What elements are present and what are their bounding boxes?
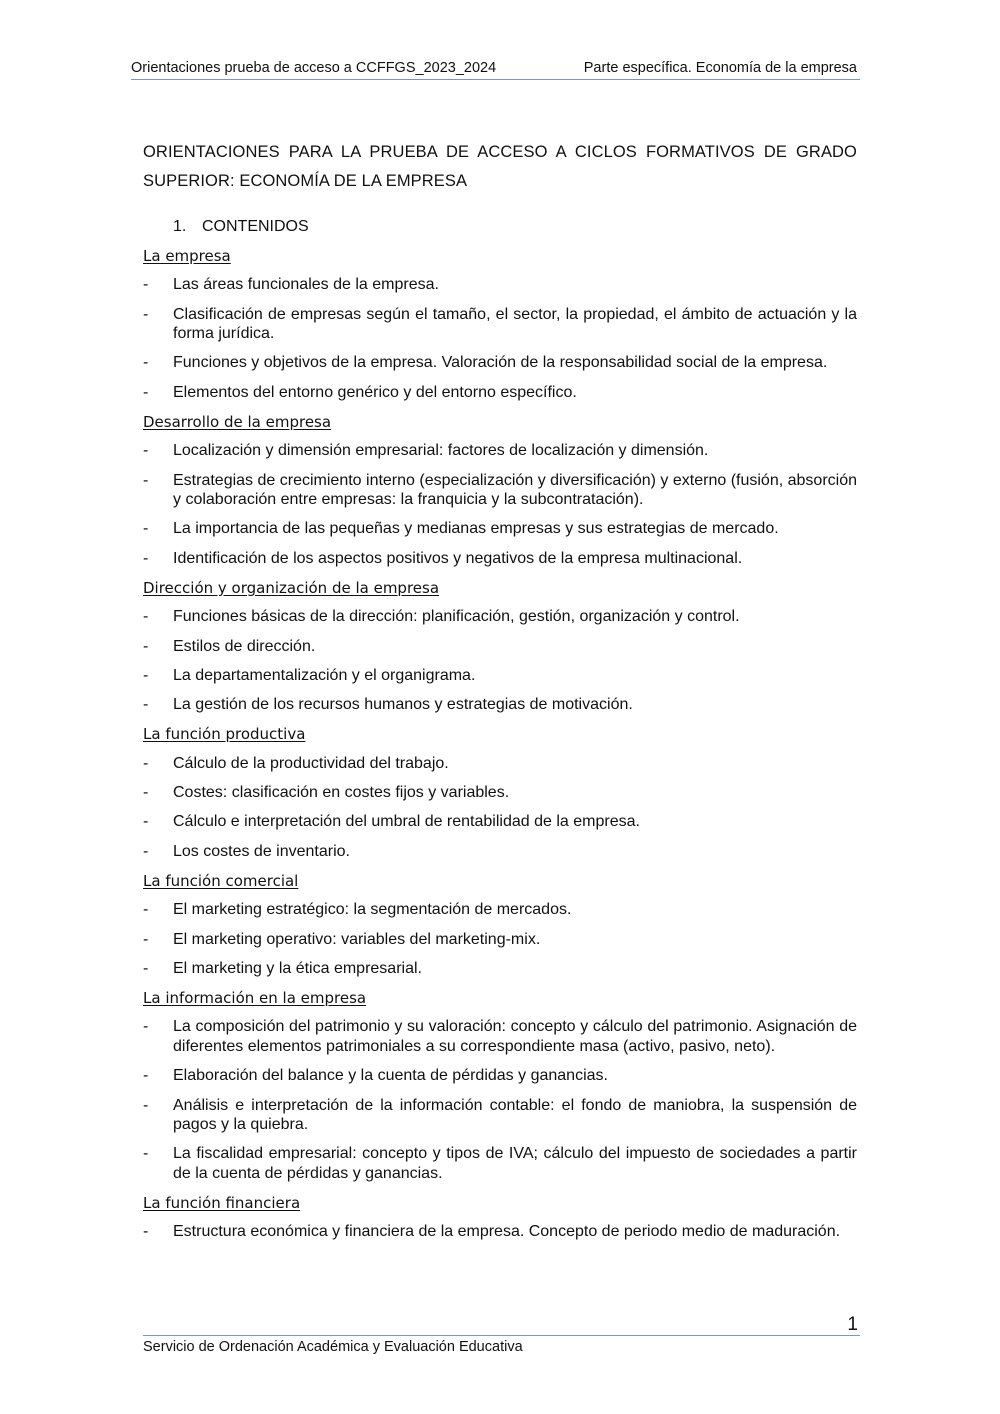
list-item — [143, 1222, 857, 1242]
list-item — [143, 305, 857, 344]
list-item-text: Las áreas funcionales de la empresa. — [173, 276, 439, 294]
bullet-marker: - — [143, 813, 149, 831]
page-footer — [143, 1335, 860, 1355]
list-item — [143, 1144, 857, 1183]
list-item — [143, 353, 857, 373]
subsection — [143, 1193, 857, 1242]
bullet-marker: - — [143, 608, 149, 626]
subsection-title: La empresa — [143, 247, 231, 265]
subsection-title: La función comercial — [143, 871, 299, 890]
list-item-text: Costes: clasificación en costes fijos y variables. — [173, 784, 510, 802]
subsection — [143, 246, 857, 402]
bullet-marker: - — [143, 842, 149, 860]
list-item — [143, 1066, 857, 1086]
page-header — [131, 58, 860, 80]
list-item-text: Identificación de los aspectos positivos y negativos de la empresa multinacional. — [173, 549, 743, 567]
list-item — [143, 637, 857, 657]
list-item-text: Los costes de inventario. — [173, 842, 350, 860]
list-item-text: Análisis e interpretación de la información contable: el fondo de maniobra, la suspensión de pagos y la quiebra. — [173, 1096, 857, 1134]
list-item-text: Clasificación de empresas según el tamaño, el sector, la propiedad, el ámbito de actuación y la forma jurídica. — [173, 305, 857, 343]
bullet-list — [143, 900, 857, 978]
bullet-marker: - — [143, 1096, 149, 1114]
subsection-title: La función productiva — [143, 725, 306, 744]
list-item — [143, 695, 857, 715]
subsection-title: La información en la empresa — [143, 989, 367, 1008]
list-item — [143, 900, 857, 920]
list-item — [143, 754, 857, 774]
section-number: 1. — [173, 218, 187, 235]
bullet-list — [143, 441, 857, 568]
list-item — [143, 275, 857, 295]
list-item — [143, 383, 857, 403]
list-item — [143, 842, 857, 862]
subsection-title: Dirección y organización de la empresa — [143, 578, 440, 597]
bullet-list — [143, 1017, 857, 1183]
list-item — [143, 783, 857, 803]
list-item — [143, 441, 857, 461]
document-title: ORIENTACIONES PARA LA PRUEBA DE ACCESO A CICLOS FORMATIVOS DE GRADO SUPERIOR: ECONOMÍA DE LA EMPRESA — [143, 143, 857, 190]
list-item-text: El marketing operativo: variables del marketing-mix. — [173, 930, 541, 948]
bullet-marker: - — [143, 549, 149, 567]
list-item — [143, 959, 857, 979]
bullet-marker: - — [143, 520, 149, 538]
list-item-text: Elementos del entorno genérico y del entorno específico. — [173, 383, 577, 401]
bullet-marker: - — [143, 383, 149, 401]
bullet-marker: - — [143, 1067, 149, 1085]
list-item-text: La gestión de los recursos humanos y estrategias de motivación. — [173, 696, 633, 714]
bullet-list — [143, 607, 857, 714]
bullet-marker: - — [143, 305, 149, 323]
bullet-marker: - — [143, 754, 149, 772]
subsection — [143, 988, 857, 1183]
bullet-marker: - — [143, 354, 149, 372]
subsection-title: Desarrollo de la empresa — [143, 412, 332, 431]
list-item-text: Funciones básicas de la dirección: planificación, gestión, organización y control. — [173, 608, 740, 626]
list-item — [143, 930, 857, 950]
bullet-list — [143, 275, 857, 402]
footer-text: Servicio de Ordenación Académica y Evaluación Educativa — [143, 1339, 523, 1355]
list-item — [143, 1017, 857, 1056]
header-left-text: Orientaciones prueba de acceso a CCFFGS_2023_2024 — [131, 60, 497, 76]
subsection — [143, 724, 857, 861]
list-item-text: La composición del patrimonio y su valoración: concepto y cálculo del patrimonio. Asignación de diferentes elementos patrimoniales a su correspondiente masa (activo, pasivo, neto). — [173, 1018, 857, 1055]
list-item-text: La fiscalidad empresarial: concepto y tipos de IVA; cálculo del impuesto de sociedades a partir de la cuenta de pérdidas y ganancias. — [173, 1145, 857, 1182]
bullet-marker: - — [143, 442, 149, 460]
section-heading — [173, 217, 309, 237]
subsection — [143, 578, 857, 715]
bullet-marker: - — [143, 959, 149, 977]
list-item — [143, 1096, 857, 1135]
subsection — [143, 871, 857, 978]
subsection — [143, 412, 857, 568]
bullet-list — [143, 1222, 857, 1242]
list-item-text: El marketing estratégico: la segmentación de mercados. — [173, 901, 572, 919]
bullet-marker: - — [143, 784, 149, 802]
bullet-list — [143, 754, 857, 861]
list-item-text: Cálculo de la productividad del trabajo. — [173, 754, 449, 772]
list-item-text: El marketing y la ética empresarial. — [173, 959, 422, 977]
bullet-marker: - — [143, 696, 149, 714]
header-right-text: Parte específica. Economía de la empresa — [583, 60, 857, 76]
list-item-text: Elaboración del balance y la cuenta de pérdidas y ganancias. — [173, 1067, 608, 1085]
list-item — [143, 519, 857, 539]
bullet-marker: - — [143, 1145, 149, 1163]
bullet-marker: - — [143, 637, 149, 655]
contents-body — [143, 246, 857, 1252]
bullet-marker: - — [143, 1018, 149, 1036]
list-item — [143, 549, 857, 569]
list-item-text: La departamentalización y el organigrama. — [173, 666, 476, 684]
bullet-marker: - — [143, 471, 149, 489]
list-item — [143, 666, 857, 686]
list-item-text: Cálculo e interpretación del umbral de rentabilidad de la empresa. — [173, 813, 640, 831]
subsection-title: La función financiera — [143, 1194, 301, 1213]
list-item-text: Estilos de dirección. — [173, 637, 316, 655]
page-number: 1 — [847, 1314, 858, 1335]
bullet-marker: - — [143, 1223, 149, 1241]
list-item-text: Estructura económica y financiera de la empresa. Concepto de periodo medio de maduración. — [173, 1223, 841, 1241]
list-item-text: Estrategias de crecimiento interno (especialización y diversificación) y externo (fusión, absorción y colaboración entre empresas: la franquicia y la subcontratación). — [173, 471, 857, 509]
bullet-marker: - — [143, 901, 149, 919]
list-item — [143, 607, 857, 627]
section-label: CONTENIDOS — [202, 218, 309, 235]
list-item-text: Localización y dimensión empresarial: factores de localización y dimensión. — [173, 442, 709, 460]
list-item-text: Funciones y objetivos de la empresa. Valoración de la responsabilidad social de la empresa. — [173, 354, 828, 372]
bullet-marker: - — [143, 276, 149, 294]
list-item-text: La importancia de las pequeñas y medianas empresas y sus estrategias de mercado. — [173, 520, 779, 538]
list-item — [143, 812, 857, 832]
list-item — [143, 471, 857, 510]
bullet-marker: - — [143, 666, 149, 684]
bullet-marker: - — [143, 930, 149, 948]
